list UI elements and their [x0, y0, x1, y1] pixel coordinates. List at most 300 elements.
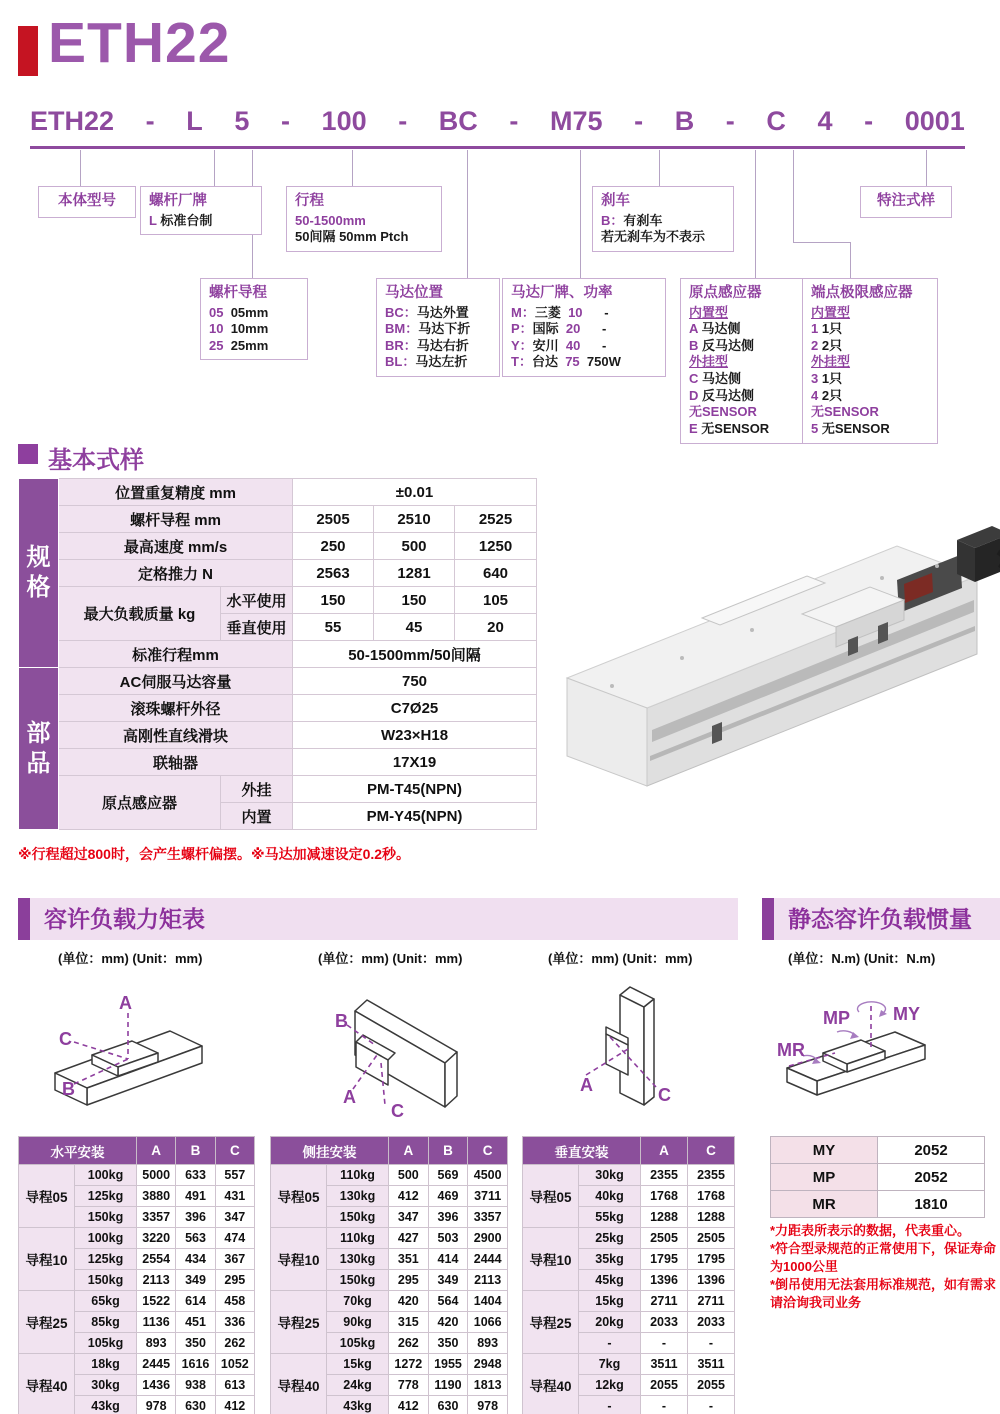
model-code-segment: - — [509, 106, 519, 136]
moment-value-cell: 5000 — [137, 1165, 176, 1186]
load-cell: 150kg — [75, 1270, 137, 1291]
svg-text:C: C — [391, 1101, 404, 1121]
spec-value: 1250 — [455, 533, 537, 560]
load-cell: 150kg — [75, 1207, 137, 1228]
table-row — [19, 1291, 255, 1312]
moment-value-cell: 1288 — [688, 1207, 735, 1228]
load-cell: 100kg — [75, 1228, 137, 1249]
side-mount-table-wrap — [270, 1136, 508, 1414]
inertia-value-cell: 2052 — [878, 1164, 985, 1191]
spec-value: 2505 — [293, 506, 374, 533]
spec-label: 滚珠螺杆外径 — [59, 695, 293, 722]
moment-value-cell: 1813 — [468, 1375, 508, 1396]
connector-line — [467, 150, 468, 278]
connector-line — [926, 150, 927, 186]
section-title-basic: 基本式样 — [48, 447, 144, 474]
callout-row: 25 25mm — [209, 337, 269, 353]
moment-value-cell: 3357 — [468, 1207, 508, 1228]
moment-value-cell: 469 — [428, 1186, 468, 1207]
table-row — [271, 1228, 508, 1249]
spec-sublabel: 水平使用 — [221, 587, 293, 614]
callout-row: BC：马达外置 — [385, 304, 469, 320]
spec-value: 750 — [293, 668, 537, 695]
moment-value-cell: 1190 — [428, 1375, 468, 1396]
moment-value-cell: 491 — [176, 1186, 215, 1207]
moment-value-cell: 613 — [215, 1375, 254, 1396]
moment-axis-cell: MR — [771, 1191, 878, 1218]
lead-group-cell: 导程25 — [271, 1291, 327, 1354]
moment-value-cell: 614 — [176, 1291, 215, 1312]
moment-value-cell: 347 — [389, 1207, 429, 1228]
load-cell: 45kg — [579, 1270, 641, 1291]
moment-value-cell: 350 — [176, 1333, 215, 1354]
spec-value: 150 — [374, 587, 455, 614]
callout-title: 马达位置 — [385, 285, 443, 301]
callout-row: 外挂型 — [689, 354, 729, 370]
svg-text:A: A — [580, 1075, 593, 1095]
callout-limit-sensor — [802, 278, 938, 444]
diagram-vertical-mount — [572, 975, 692, 1140]
spec-label: 最高速度 mm/s — [59, 533, 293, 560]
spec-value: 500 — [374, 533, 455, 560]
connector-line — [793, 242, 851, 243]
lead-group-cell: 导程40 — [19, 1354, 75, 1414]
table-row — [523, 1228, 735, 1249]
moment-value-cell: 557 — [215, 1165, 254, 1186]
moment-value-cell: 1768 — [641, 1186, 688, 1207]
model-code-segment: 100 — [321, 106, 367, 136]
column-header: B — [428, 1137, 468, 1165]
svg-text:MR: MR — [777, 1040, 805, 1060]
load-cell: 20kg — [579, 1312, 641, 1333]
spec-value: 45 — [374, 614, 455, 641]
moment-value-cell: 2505 — [688, 1228, 735, 1249]
table-row — [19, 1354, 255, 1375]
moment-value-cell: - — [688, 1333, 735, 1354]
svg-text:B: B — [335, 1011, 348, 1031]
callout-row: D 反马达侧 — [689, 387, 755, 403]
moment-value-cell: 1795 — [641, 1249, 688, 1270]
footnote: *符合型录规范的正常使用下，保证寿命为1000公里 — [770, 1240, 997, 1274]
connector-line — [793, 150, 794, 243]
spec-sublabel: 垂直使用 — [221, 614, 293, 641]
column-header: A — [641, 1137, 688, 1165]
moment-value-cell: 295 — [389, 1270, 429, 1291]
horizontal-mount-table-wrap — [18, 1136, 255, 1414]
spec-sublabel: 内置 — [221, 803, 293, 830]
model-code-segment: L — [186, 106, 203, 136]
unit-label: (单位：mm) (Unit：mm) — [318, 951, 463, 966]
moment-value-cell: 350 — [428, 1333, 468, 1354]
footnote: *力距表所表示的数据，代表重心。 — [770, 1223, 971, 1238]
moment-value-cell: 351 — [389, 1249, 429, 1270]
load-cell: 35kg — [579, 1249, 641, 1270]
callout-row: 50间隔 50mm Ptch — [295, 229, 409, 245]
moment-value-cell: 434 — [176, 1249, 215, 1270]
spec-value: 250 — [293, 533, 374, 560]
moment-value-cell: 569 — [428, 1165, 468, 1186]
moment-value-cell: 978 — [468, 1396, 508, 1414]
inertia-table — [770, 1136, 985, 1218]
page-title: ETH22 — [48, 11, 231, 75]
section-marker-icon — [18, 444, 38, 464]
moment-value-cell: 2113 — [468, 1270, 508, 1291]
spec-group-parts: 部品 — [19, 668, 59, 830]
moment-value-cell: 458 — [215, 1291, 254, 1312]
unit-label: (单位：N.m) (Unit：N.m) — [788, 951, 936, 966]
callout-title: 螺杆导程 — [209, 285, 267, 301]
model-code-segment: 5 — [234, 106, 250, 136]
moment-value-cell: 1404 — [468, 1291, 508, 1312]
inertia-value-cell: 1810 — [878, 1191, 985, 1218]
moment-value-cell: 893 — [468, 1333, 508, 1354]
moment-value-cell: 3711 — [468, 1186, 508, 1207]
load-cell: 110kg — [327, 1165, 389, 1186]
column-header: C — [468, 1137, 508, 1165]
callout-row: B：有刹车 — [601, 212, 663, 228]
callout-row: 无SENSOR — [811, 404, 879, 420]
diagram-side-mount — [325, 975, 480, 1140]
moment-value-cell: 396 — [176, 1207, 215, 1228]
table-title: 垂直安装 — [523, 1137, 641, 1165]
model-code-segment: B — [674, 106, 695, 136]
vertical-mount-table-wrap — [522, 1136, 735, 1414]
spec-group-spec: 规格 — [19, 479, 59, 668]
table-row — [523, 1354, 735, 1375]
callout-row: 2 2只 — [811, 337, 843, 353]
moment-value-cell: 1795 — [688, 1249, 735, 1270]
moment-value-cell: 2033 — [688, 1312, 735, 1333]
spec-value: 640 — [455, 560, 537, 587]
spec-label: 位置重复精度 mm — [59, 479, 293, 506]
model-code-segment: 4 — [817, 106, 833, 136]
connector-line — [755, 150, 756, 278]
table-row — [271, 1291, 508, 1312]
model-code-segment: - — [398, 106, 408, 136]
inertia-table-wrap — [770, 1136, 985, 1218]
callout-row: 4 2只 — [811, 387, 843, 403]
load-cell: 15kg — [327, 1354, 389, 1375]
moment-value-cell: 2900 — [468, 1228, 508, 1249]
vertical-mount-table — [522, 1136, 735, 1414]
lead-group-cell: 导程05 — [271, 1165, 327, 1228]
spec-value: PM-T45(NPN) — [293, 776, 537, 803]
callout-row: A 马达侧 — [689, 321, 741, 337]
model-code-segment: M75 — [549, 106, 603, 136]
moment-value-cell: 336 — [215, 1312, 254, 1333]
moment-value-cell: - — [641, 1333, 688, 1354]
load-cell: 105kg — [327, 1333, 389, 1354]
callout-row: 若无刹车为不表示 — [601, 229, 706, 245]
lead-group-cell: 导程10 — [271, 1228, 327, 1291]
callout-row: 50-1500mm — [295, 212, 366, 228]
column-header: C — [215, 1137, 254, 1165]
callout-title: 特注式样 — [877, 193, 935, 209]
lead-group-cell: 导程10 — [19, 1228, 75, 1291]
callout-motor-brand — [502, 278, 666, 377]
load-cell: 25kg — [579, 1228, 641, 1249]
lead-group-cell: 导程40 — [271, 1354, 327, 1414]
svg-text:A: A — [343, 1087, 356, 1107]
brand-bar-icon — [18, 26, 38, 76]
model-code-segment: C — [766, 106, 786, 136]
spec-label: AC伺服马达容量 — [59, 668, 293, 695]
table-row — [771, 1191, 985, 1218]
spec-label: 最大负载质量 kg — [59, 587, 221, 641]
callout-row: T：台达 75 750W — [511, 354, 621, 370]
load-cell: 15kg — [579, 1291, 641, 1312]
svg-text:C: C — [658, 1085, 671, 1105]
table-row — [19, 1228, 255, 1249]
table-row — [771, 1164, 985, 1191]
moment-value-cell: 420 — [389, 1291, 429, 1312]
callout-row: C 马达侧 — [689, 371, 742, 387]
spec-value: 150 — [293, 587, 374, 614]
svg-text:MP: MP — [823, 1008, 850, 1028]
moment-value-cell: 563 — [176, 1228, 215, 1249]
load-cell: 100kg — [75, 1165, 137, 1186]
callout-title: 马达厂牌、功率 — [511, 285, 613, 301]
lead-group-cell: 导程25 — [19, 1291, 75, 1354]
callout-row: P：国际 20 - — [511, 321, 607, 337]
moment-value-cell: 3357 — [137, 1207, 176, 1228]
connector-line — [850, 242, 851, 278]
callout-title: 端点极限感应器 — [811, 285, 913, 301]
model-code-segment: - — [145, 106, 155, 136]
table-row — [271, 1165, 508, 1186]
spec-value: 1281 — [374, 560, 455, 587]
section-bar-icon — [762, 898, 774, 940]
moment-value-cell: 2554 — [137, 1249, 176, 1270]
moment-value-cell: 2711 — [688, 1291, 735, 1312]
callout-screw-brand — [140, 186, 262, 235]
callout-motor-position — [376, 278, 500, 377]
moment-value-cell: 295 — [215, 1270, 254, 1291]
svg-text:C: C — [59, 1029, 72, 1049]
svg-text:MY: MY — [893, 1004, 920, 1024]
load-cell: 70kg — [327, 1291, 389, 1312]
load-cell: 55kg — [579, 1207, 641, 1228]
spec-note: ※行程超过800时，会产生螺杆偏摆。※马达加减速设定0.2秒。 — [18, 846, 411, 862]
callout-title: 行程 — [295, 193, 324, 209]
load-cell: 43kg — [327, 1396, 389, 1414]
callout-origin-sensor — [680, 278, 810, 444]
moment-value-cell: 1768 — [688, 1186, 735, 1207]
model-underline — [30, 146, 965, 149]
load-cell: 105kg — [75, 1333, 137, 1354]
model-code-segment: - — [725, 106, 735, 136]
moment-value-cell: 564 — [428, 1291, 468, 1312]
model-code-segment: - — [864, 106, 874, 136]
callout-title: 螺杆厂牌 — [149, 193, 207, 209]
moment-value-cell: 3880 — [137, 1186, 176, 1207]
callout-row: 1 1只 — [811, 321, 843, 337]
load-cell: 125kg — [75, 1186, 137, 1207]
spec-value: ±0.01 — [293, 479, 537, 506]
moment-value-cell: 412 — [389, 1186, 429, 1207]
callout-row: 10 10mm — [209, 321, 269, 337]
moment-value-cell: 1396 — [641, 1270, 688, 1291]
connector-line — [659, 150, 660, 186]
moment-value-cell: 1288 — [641, 1207, 688, 1228]
moment-value-cell: 633 — [176, 1165, 215, 1186]
spec-label: 螺杆导程 mm — [59, 506, 293, 533]
callout-title: 原点感应器 — [689, 285, 762, 301]
moment-value-cell: 414 — [428, 1249, 468, 1270]
moment-value-cell: 2113 — [137, 1270, 176, 1291]
footnote: *倒吊使用无法套用标准规范，如有需求请洽询我司业务 — [770, 1276, 997, 1310]
load-cell: 125kg — [75, 1249, 137, 1270]
moment-value-cell: 3511 — [641, 1354, 688, 1375]
callout-row: 内置型 — [811, 304, 851, 320]
section-bar-icon — [18, 898, 30, 940]
callout-row: 05 05mm — [209, 304, 269, 320]
spec-value: 50-1500mm/50间隔 — [293, 641, 537, 668]
load-cell: 40kg — [579, 1186, 641, 1207]
moment-value-cell: 2711 — [641, 1291, 688, 1312]
moment-value-cell: 1066 — [468, 1312, 508, 1333]
load-cell: - — [579, 1333, 641, 1354]
load-cell: 130kg — [327, 1249, 389, 1270]
connector-line — [80, 150, 81, 186]
diagram-moment-directions — [775, 990, 987, 1115]
model-code-segment: BC — [438, 106, 478, 136]
moment-value-cell: 938 — [176, 1375, 215, 1396]
load-cell: 90kg — [327, 1312, 389, 1333]
load-cell: 65kg — [75, 1291, 137, 1312]
moment-value-cell: 2055 — [641, 1375, 688, 1396]
moment-axis-cell: MP — [771, 1164, 878, 1191]
moment-axis-cell: MY — [771, 1137, 878, 1164]
spec-value: 20 — [455, 614, 537, 641]
moment-value-cell: 427 — [389, 1228, 429, 1249]
spec-value: 2525 — [455, 506, 537, 533]
column-header: B — [176, 1137, 215, 1165]
lead-group-cell: 导程10 — [523, 1228, 579, 1291]
model-code-segment: - — [280, 106, 290, 136]
callout-screw-lead — [200, 278, 308, 360]
moment-value-cell: 500 — [389, 1165, 429, 1186]
moment-value-cell: 1436 — [137, 1375, 176, 1396]
load-cell: 12kg — [579, 1375, 641, 1396]
callout-row: 外挂型 — [811, 354, 851, 370]
moment-value-cell: 2948 — [468, 1354, 508, 1375]
moment-value-cell: 3511 — [688, 1354, 735, 1375]
moment-value-cell: 1522 — [137, 1291, 176, 1312]
spec-label: 定格推力 N — [59, 560, 293, 587]
table-title: 水平安装 — [19, 1137, 137, 1165]
load-cell: 30kg — [579, 1165, 641, 1186]
moment-value-cell: 262 — [215, 1333, 254, 1354]
callout-row: M：三菱 10 - — [511, 304, 609, 320]
spec-value: C7Ø25 — [293, 695, 537, 722]
moment-value-cell: 630 — [176, 1396, 215, 1414]
callout-row: 无SENSOR — [689, 404, 757, 420]
side-mount-table — [270, 1136, 508, 1414]
callout-row: BR：马达右折 — [385, 337, 469, 353]
load-cell: 43kg — [75, 1396, 137, 1414]
moment-value-cell: 2355 — [641, 1165, 688, 1186]
spec-value: 105 — [455, 587, 537, 614]
lead-group-cell: 导程05 — [523, 1165, 579, 1228]
load-cell: 150kg — [327, 1207, 389, 1228]
moment-value-cell: 630 — [428, 1396, 468, 1414]
moment-value-cell: 2033 — [641, 1312, 688, 1333]
product-image — [552, 468, 1000, 828]
table-row — [523, 1291, 735, 1312]
load-cell: 110kg — [327, 1228, 389, 1249]
table-row — [271, 1354, 508, 1375]
callout-brake — [592, 186, 734, 252]
spec-value: 17X19 — [293, 749, 537, 776]
callout-row: L 标准台制 — [149, 212, 213, 228]
footnotes — [770, 1222, 1000, 1312]
moment-value-cell: 1396 — [688, 1270, 735, 1291]
column-header: A — [389, 1137, 429, 1165]
table-row — [771, 1137, 985, 1164]
spec-label: 联轴器 — [59, 749, 293, 776]
moment-value-cell: 1052 — [215, 1354, 254, 1375]
load-cell: 24kg — [327, 1375, 389, 1396]
horizontal-mount-table — [18, 1136, 255, 1414]
moment-value-cell: 893 — [137, 1333, 176, 1354]
moment-value-cell: 503 — [428, 1228, 468, 1249]
connector-line — [580, 150, 581, 278]
callout-title: 刹车 — [601, 193, 630, 209]
moment-value-cell: 2445 — [137, 1354, 176, 1375]
load-cell: 130kg — [327, 1186, 389, 1207]
callout-row: B 反马达侧 — [689, 337, 755, 353]
moment-value-cell: 315 — [389, 1312, 429, 1333]
moment-value-cell: 474 — [215, 1228, 254, 1249]
connector-line — [352, 150, 353, 186]
column-header: A — [137, 1137, 176, 1165]
load-cell: - — [579, 1396, 641, 1414]
moment-value-cell: 1272 — [389, 1354, 429, 1375]
moment-value-cell: 349 — [176, 1270, 215, 1291]
model-code-segment: ETH22 — [30, 106, 115, 136]
callout-row: Y：安川 40 - — [511, 337, 607, 353]
moment-value-cell: 349 — [428, 1270, 468, 1291]
callout-row: BL：马达左折 — [385, 354, 468, 370]
moment-value-cell: 1616 — [176, 1354, 215, 1375]
svg-text:A: A — [119, 993, 132, 1013]
table-row — [523, 1165, 735, 1186]
moment-value-cell: 347 — [215, 1207, 254, 1228]
load-cell: 30kg — [75, 1375, 137, 1396]
moment-value-cell: 451 — [176, 1312, 215, 1333]
moment-value-cell: 412 — [389, 1396, 429, 1414]
inertia-value-cell: 2052 — [878, 1137, 985, 1164]
table-title: 侧挂安装 — [271, 1137, 389, 1165]
callout-stroke — [286, 186, 442, 252]
model-code-segment: - — [634, 106, 644, 136]
spec-table-wrap — [18, 478, 537, 830]
moment-value-cell: 2444 — [468, 1249, 508, 1270]
moment-value-cell: 1955 — [428, 1354, 468, 1375]
spec-value: W23×H18 — [293, 722, 537, 749]
load-cell: 7kg — [579, 1354, 641, 1375]
moment-value-cell: 3220 — [137, 1228, 176, 1249]
moment-value-cell: 412 — [215, 1396, 254, 1414]
section-title-inertia: 静态容许负载惯量 — [788, 906, 972, 932]
lead-group-cell: 导程05 — [19, 1165, 75, 1228]
moment-value-cell: - — [688, 1396, 735, 1414]
diagram-horizontal-mount — [40, 985, 250, 1120]
moment-value-cell: 367 — [215, 1249, 254, 1270]
spec-value: 2510 — [374, 506, 455, 533]
model-code — [30, 106, 965, 137]
